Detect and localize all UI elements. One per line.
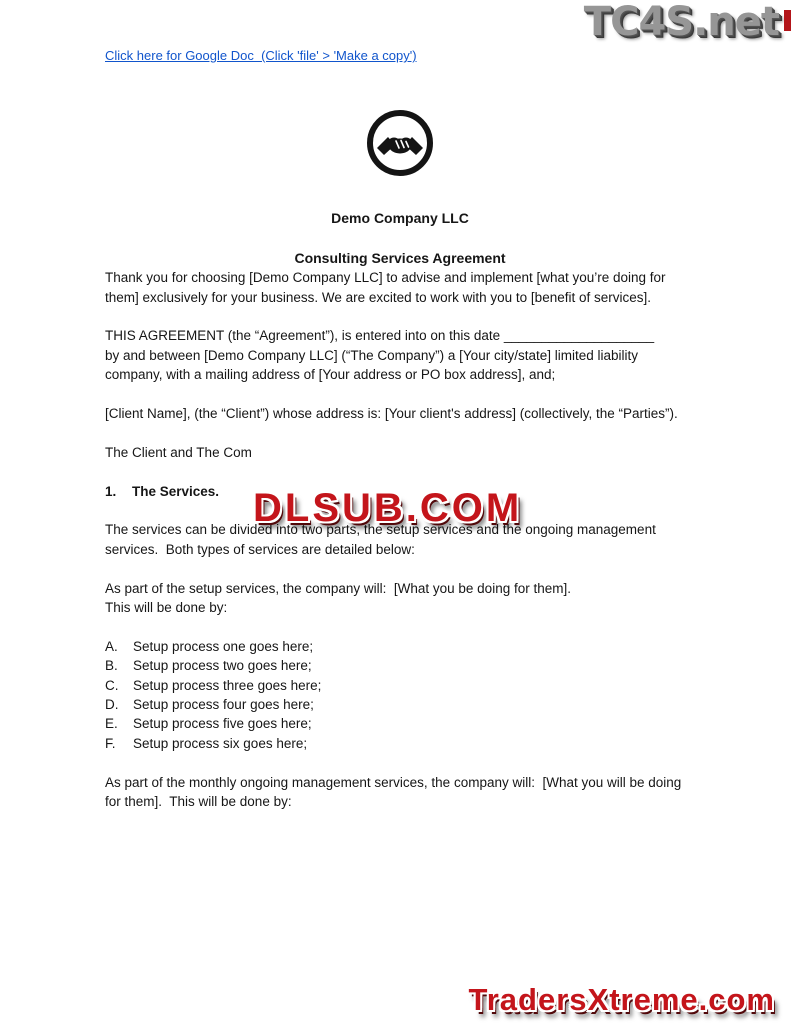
dlsub-watermark: DLSUB.COM: [253, 486, 523, 530]
setup-process-list: [105, 637, 695, 753]
list-item: [105, 714, 695, 733]
list-item-marker: D.: [105, 697, 119, 713]
list-item: [105, 695, 695, 714]
tc4s-logo: [584, 0, 779, 44]
list-item-marker: E.: [105, 716, 118, 732]
tradersxtreme-watermark: TradersXtreme.com: [468, 982, 775, 1017]
list-item-text: Setup process six goes here;: [133, 735, 308, 751]
top-link-row: [105, 46, 695, 65]
list-item: [105, 637, 695, 656]
list-item-text: Setup process five goes here;: [133, 716, 312, 732]
agreement-rest: by and between [Demo Company LLC] (“The Company”) a [Your city/state] limited liability company, with a mailing address of [Your address or PO box address], and;: [105, 347, 642, 383]
list-item: [105, 734, 695, 753]
agreement-paragraph: [105, 326, 695, 384]
parties-paragraph: The Client and The Com: [105, 444, 252, 460]
list-item-text: Setup process four goes here;: [133, 697, 314, 713]
company-name: Demo Company LLC: [331, 210, 469, 227]
list-item-marker: B.: [105, 658, 118, 674]
setup-services-line1: As part of the setup services, the company will: [What you be doing for them].: [105, 580, 571, 596]
services-heading-label: The Services.: [132, 483, 220, 499]
google-doc-link[interactable]: Click here for Google Doc (Click 'file' > 'Make a copy'): [105, 48, 417, 63]
logo-red-mark: [784, 10, 791, 31]
list-item-marker: F.: [105, 735, 116, 751]
handshake-icon: [105, 107, 695, 179]
list-item-text: Setup process two goes here;: [133, 658, 312, 674]
document-title: Consulting Services Agreement: [294, 249, 506, 266]
list-item-marker: A.: [105, 638, 118, 654]
setup-services-line2: This will be done by:: [105, 600, 228, 616]
list-item-text: Setup process three goes here;: [133, 677, 322, 693]
ongoing-services-paragraph: As part of the monthly ongoing management services, the company will: [What you will be doing for them]. This will be done by:: [105, 774, 686, 810]
tc4s-logo-text: TC4S.net: [583, 0, 779, 45]
services-intro-paragraph: The services can be divided into two parts, the setup services and the ongoing management services. Both types of services are detailed below:: [105, 522, 660, 557]
list-item-marker: C.: [105, 677, 119, 693]
list-item-text: Setup process one goes here;: [133, 638, 314, 654]
client-paragraph: [Client Name], (the “Client”) whose address is: [Your client's address] (collectively, the “Parties”).: [105, 406, 678, 422]
agreement-line1: THIS AGREEMENT (the “Agreement”), is entered into on this date ____________________: [105, 328, 655, 344]
list-item: [105, 676, 695, 695]
setup-services-paragraph: [105, 579, 695, 618]
intro-paragraph: Thank you for choosing [Demo Company LLC] to advise and implement [what you’re doing for them] exclusively for your business. We are excited to work with you to [benefit of services].: [105, 270, 670, 305]
list-item: [105, 656, 695, 675]
services-heading-number: 1.: [105, 483, 117, 499]
